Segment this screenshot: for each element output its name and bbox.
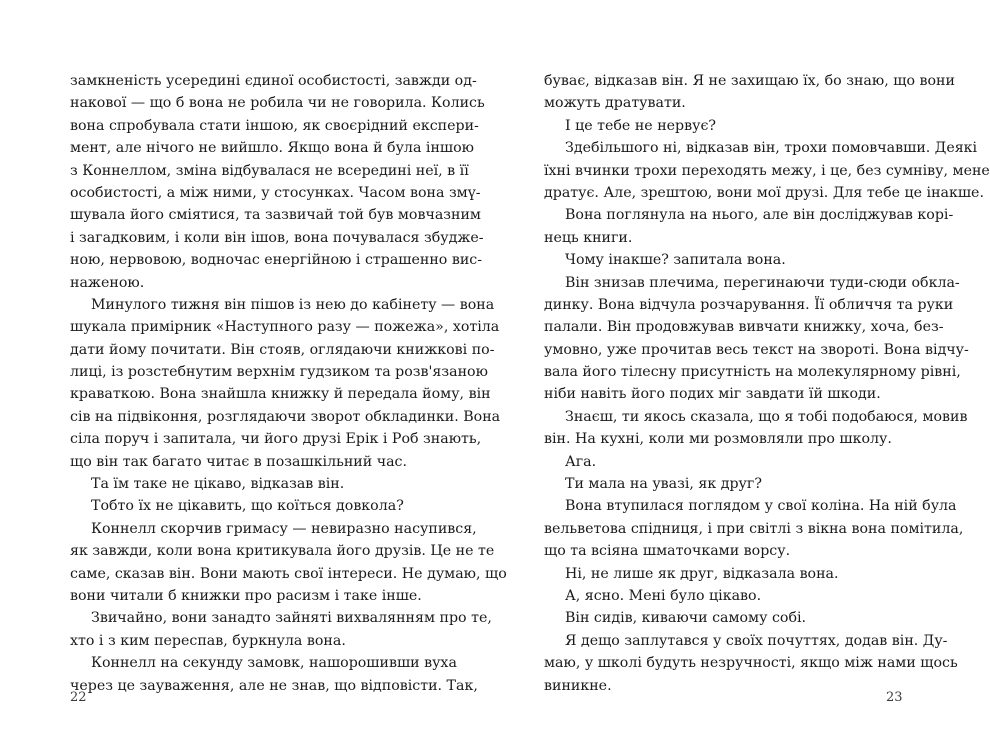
text-line: маю, у школі будуть незручності, якщо між нами щось [544,655,958,672]
text-line: шукала примірник «Наступного разу — пожежа», хотіла [70,319,500,336]
text-line: динку. Вона відчула розчарування. Її обличчя та руки [544,296,954,313]
text-line: Звичайно, вони занадто зайняті вихвалянням про те, [91,610,492,627]
text-line: замкненість усередині єдиної особистості, завжди од- [70,73,477,89]
text-line: що та всіяна шматочками ворсу. [544,543,791,560]
text-line: Здебільшого ні, відказав він, трохи помовчавши. Деякі [565,140,978,157]
text-line: вони читали б книжки про расизм і таке інше. [70,587,422,604]
text-line: буває, відказав він. Я не захищаю їх, бо знаю, що вони [544,73,955,89]
text-line: особистості, а між ними, у стосунках. Часом вона змү- [70,184,481,201]
text-line: саме, сказав він. Вони мають свої інтереси. Не думаю, що [70,565,507,582]
text-line: ною, нервовою, водночас енергійною і страшенно вис- [70,252,483,269]
text-line: нець книги. [544,229,633,246]
text-line: Коннелл скорчив гримасу — невиразно насупився, [91,520,477,537]
text-line: Він знизав плечима, перегинаючи туди-сюди обкла- [565,274,960,291]
text-line: Ага. [565,453,597,470]
text-line: і загадковим, і коли він ішов, вона почувалася збудже- [70,229,484,246]
text-line: Коннелл на секунду замовк, нашорошивши вуха [91,655,457,672]
text-line: наженою. [70,274,145,291]
text-line: Минулого тижня він пішов із нею до кабінету — вона [91,296,495,313]
text-line: лиці, із розстебнутим верхнім гудзиком та розв'язаною [70,364,488,381]
text-line: їхні вчинки трохи переходять межу, і це, без сумніву, мене [544,162,990,179]
text-line: через це зауваження, але не знав, що відповісти. Так, [70,677,478,694]
text-line: Ні, не лише як друг, відказала вона. [565,565,839,582]
text-line: Вона поглянула на нього, але він досліджував корі- [565,207,954,224]
text-line: як завжди, коли вона критикувала його друзів. Це не те [70,543,495,560]
text-line: ніби навіть його подих міг завдати їй шкоди. [544,386,881,403]
text-line: Тобто їх не цікавить, що коїться довкола? [91,498,404,515]
text-line: виникне. [544,677,612,694]
text-line: сіла поруч і запитала, чи його друзі Ерік і Роб знають, [70,431,482,448]
text-line: краваткою. Вона знайшла книжку й передала йому, він [70,386,491,403]
text-line: вала його тілесну присутність на молекулярному рівні, [544,364,961,381]
text-line: можуть дратувати. [544,95,686,112]
text-line: Ти мала на увазі, як друг? [565,476,762,493]
right-page-body [544,70,990,697]
text-line: дати йому почитати. Він стояв, оглядаючи книжкові по- [70,341,495,358]
text-line: що він так багато читає в позашкільний час. [70,453,408,470]
text-line: Знаєш, ти якось сказала, що я тобі подобаюся, мовив [565,408,968,425]
text-line: з Коннеллом, зміна відбувалася не всередині неї, в її [70,162,469,179]
text-line: хто і з ким переспав, буркнула вона. [70,632,346,649]
text-line: умовно, уже прочитав весь текст на звороті. Вона відчу- [544,341,969,358]
text-line: Чому інакше? запитала вона. [565,252,786,269]
text-line: Я дещо заплутався у своїх почуттях, додав він. Ду- [565,632,948,649]
text-line: шувала його сміятися, та зазвичай той був мовчазним [70,207,481,224]
text-line: А, ясно. Мені було цікаво. [565,587,762,604]
text-line: Та їм таке не цікаво, відказав він. [91,476,345,493]
left-page-body [70,70,507,697]
text-line: палали. Він продовжував вивчати книжку, хоча, без- [544,319,944,336]
text-line: вона спробувала стати іншою, як своєрідний експери- [70,117,479,134]
text-line: вельветова спідниця, і при світлі з вікна вона помітила, [544,520,964,537]
text-line: накової — що б вона не робила чи не говорила. Колись [70,95,485,112]
text-line: І це тебе не нервує? [565,117,717,134]
text-line: Він сидів, киваючи самому собі. [565,610,807,627]
page-number-left: 22 [70,690,87,705]
text-line: Вона втупилася поглядом у свої коліна. На ній була [565,498,957,515]
text-line: дратує. Але, зрештою, вони мої друзі. Для тебе це інакше. [544,184,984,201]
page-number-right: 23 [886,690,903,705]
text-line: він. На кухні, коли ми розмовляли про школу. [544,431,892,448]
text-line: сів на підвіконня, розглядаючи зворот обкладинки. Вона [70,408,501,425]
text-line: мент, але нічого не вийшло. Якщо вона й була іншою [70,140,474,157]
